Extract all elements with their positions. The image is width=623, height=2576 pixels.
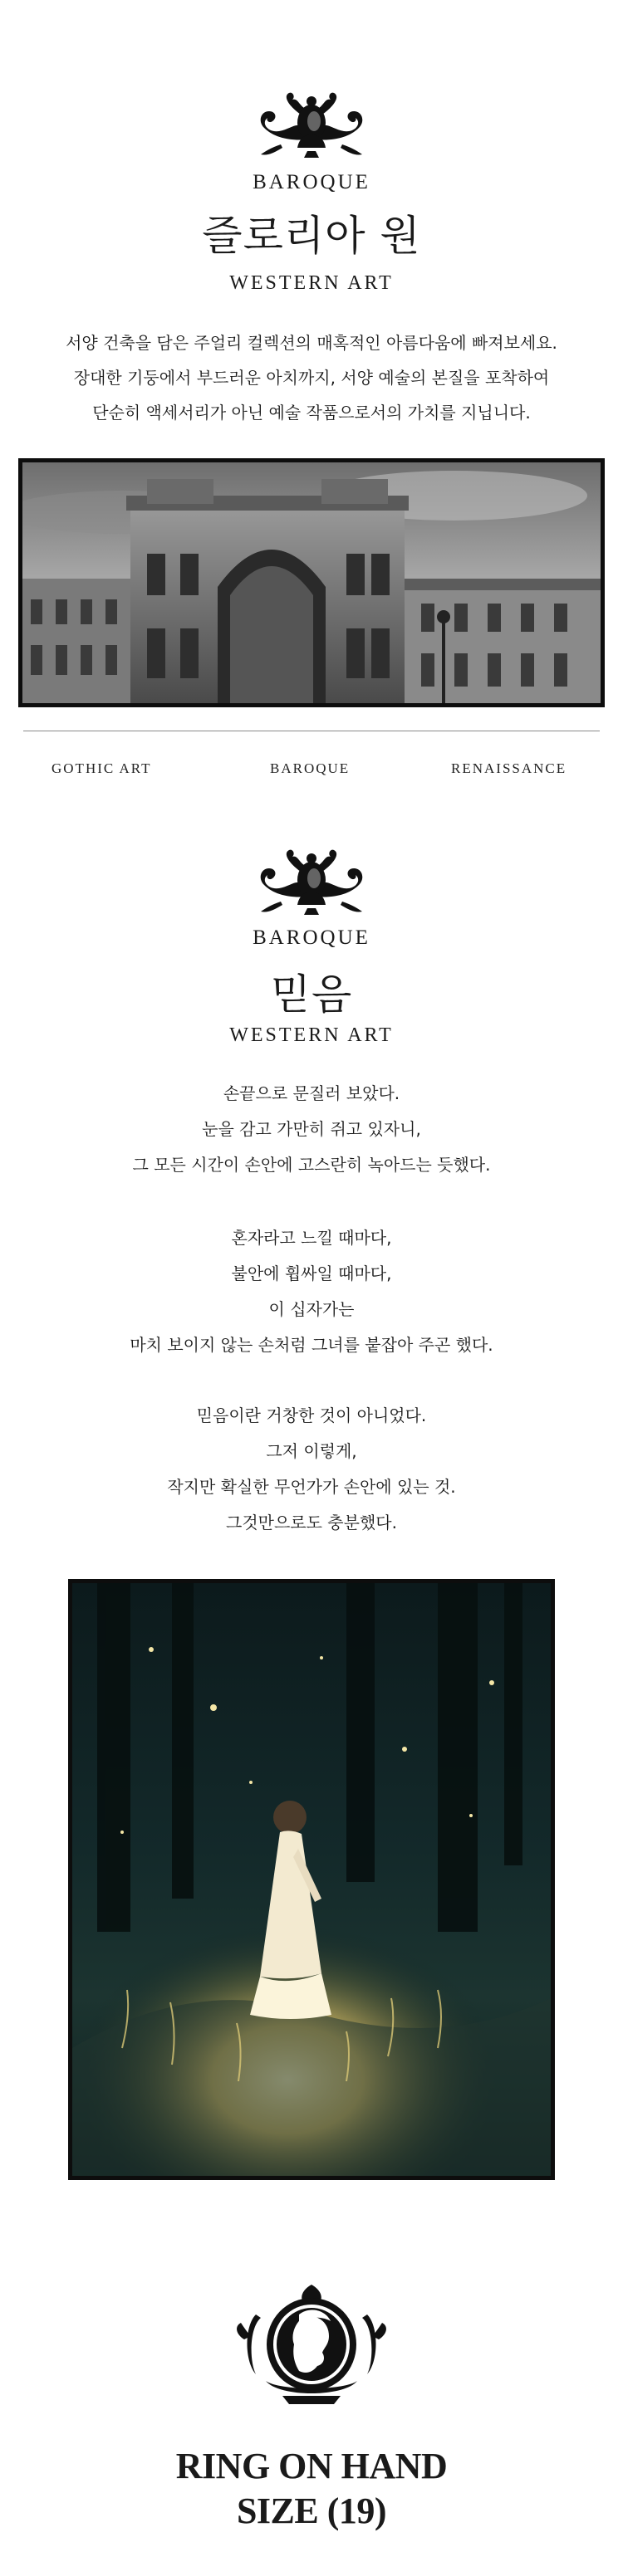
cameo-medallion-icon	[0, 2281, 623, 2406]
poem-line: 손끝으로 문질러 보았다.	[223, 1083, 400, 1103]
collection-title: 즐로리아 원	[202, 212, 421, 260]
description-line: 장대한 기둥에서 부드러운 아치까지, 서양 예술의 본질을 포착하여	[73, 368, 550, 388]
ring-on-hand-heading: RING ON HAND	[175, 2446, 448, 2486]
architecture-photo	[18, 458, 605, 707]
poem-line: 그 모든 시간이 손안에 고스란히 녹아드는 듯했다.	[132, 1155, 491, 1175]
section-subtitle: WESTERN ART	[229, 1024, 394, 1046]
baroque-emblem-icon	[0, 90, 623, 163]
poem-line: 이 십자가는	[268, 1299, 355, 1319]
poem-line: 믿음이란 거창한 것이 아니었다.	[196, 1405, 427, 1425]
poem-line: 그저 이렇게,	[266, 1441, 357, 1461]
poem-line: 마치 보이지 않는 손처럼 그녀를 붙잡아 주곤 했다.	[130, 1335, 493, 1355]
collection-description	[0, 325, 623, 430]
nav-gothic-art[interactable]: GOTHIC ART	[52, 760, 152, 776]
product-title: 믿음	[270, 970, 353, 1019]
description-line: 서양 건축을 담은 주얼리 컬렉션의 매혹적인 아름다움에 빠져보세요.	[66, 333, 557, 353]
poem-line: 그것만으로도 충분했다.	[226, 1513, 397, 1532]
baroque-emblem-icon	[0, 847, 623, 920]
description-line: 단순히 액세서리가 아닌 예술 작품으로서의 가치를 지닙니다.	[92, 403, 531, 423]
section-eyebrow: BAROQUE	[253, 926, 370, 949]
forest-girl-painting	[68, 1579, 555, 2180]
poem-line: 작지만 확실한 무언가가 손안에 있는 것.	[167, 1477, 456, 1497]
nav-baroque[interactable]: BAROQUE	[270, 760, 351, 776]
poem-stanza	[0, 1220, 623, 1363]
poem-stanza	[0, 1398, 623, 1541]
ring-size-heading: SIZE (19)	[236, 2490, 387, 2531]
poem-line: 불안에 휩싸일 때마다,	[231, 1264, 392, 1283]
poem-stanza	[0, 1076, 623, 1183]
poem-line: 혼자라고 느낄 때마다,	[231, 1228, 392, 1248]
section-subtitle: WESTERN ART	[229, 272, 394, 294]
section-eyebrow: BAROQUE	[253, 171, 370, 193]
poem-line: 눈을 감고 가만히 쥐고 있자니,	[202, 1119, 421, 1139]
nav-renaissance[interactable]: RENAISSANCE	[451, 760, 567, 776]
